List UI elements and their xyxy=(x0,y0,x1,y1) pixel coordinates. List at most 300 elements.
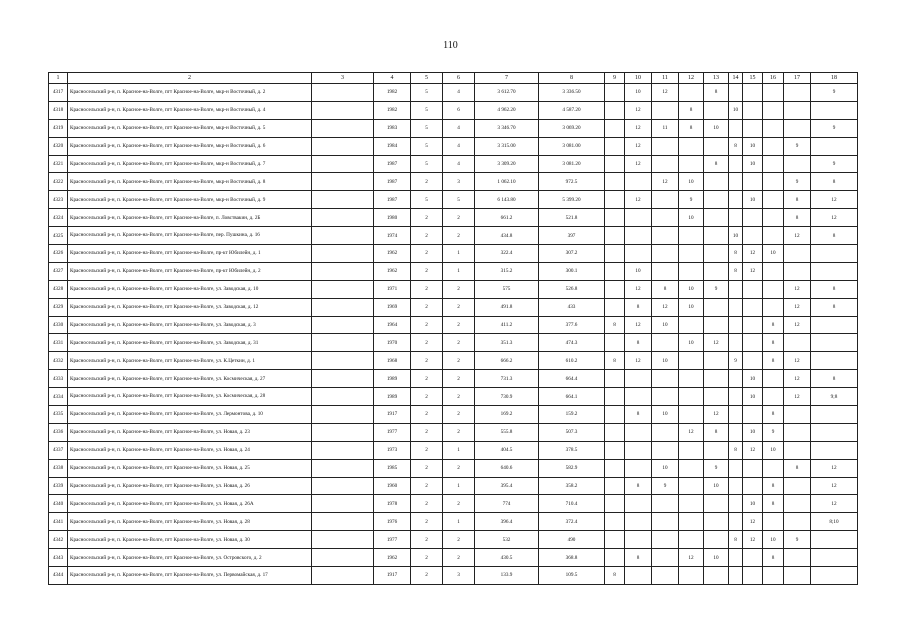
table-cell: 610.2 xyxy=(539,352,605,370)
table-cell xyxy=(652,513,679,531)
table-cell: 8 xyxy=(784,191,811,209)
table-cell xyxy=(625,209,652,227)
table-cell xyxy=(605,280,625,298)
table-cell xyxy=(652,495,679,513)
table-cell xyxy=(763,191,784,209)
table-cell: 9 xyxy=(729,352,743,370)
table-row xyxy=(49,477,858,495)
table-cell: 3 081.00 xyxy=(539,137,605,155)
header-cell: 5 xyxy=(411,73,443,84)
address-cell: Красносельский р-н, п. Красное-на-Волге, пгт Красное-на-Волге, ул. Заводская, д. 12 xyxy=(68,298,312,316)
table-cell xyxy=(784,423,811,441)
table-cell xyxy=(679,137,704,155)
table-cell: 8 xyxy=(729,245,743,263)
table-cell: 526.8 xyxy=(539,280,605,298)
address-cell: Красносельский р-н, п. Красное-на-Волге, пгт Красное-на-Волге, п. Ловствакин, д. 2Б xyxy=(68,209,312,227)
table-cell xyxy=(729,495,743,513)
table-cell: 10 xyxy=(704,549,729,567)
table-cell: 10 xyxy=(763,531,784,549)
table-cell: 5 xyxy=(411,137,443,155)
table-cell: 12 xyxy=(743,262,763,280)
table-cell xyxy=(784,119,811,137)
table-cell xyxy=(743,406,763,424)
table-cell: 10 xyxy=(743,137,763,155)
table-cell: 6 xyxy=(443,101,475,119)
table-cell xyxy=(679,352,704,370)
table-cell xyxy=(605,245,625,263)
page-number: 110 xyxy=(443,40,458,51)
table-cell xyxy=(784,477,811,495)
table-cell xyxy=(811,549,858,567)
table-cell: 8 xyxy=(704,423,729,441)
row-number-cell: 4320 xyxy=(49,137,68,155)
table-cell xyxy=(763,137,784,155)
table-cell xyxy=(743,567,763,585)
table-cell: 1989 xyxy=(374,370,411,388)
table-cell: 133.9 xyxy=(475,567,539,585)
row-number-cell: 4341 xyxy=(49,513,68,531)
header-cell: 13 xyxy=(704,73,729,84)
address-cell: Красносельский р-н, п. Красное-на-Волге, пгт Красное-на-Волге, ул. Первомайская, д. 17 xyxy=(68,567,312,585)
table-cell: 12 xyxy=(625,191,652,209)
table-cell xyxy=(704,209,729,227)
table-cell: 3 069.20 xyxy=(539,119,605,137)
table-cell xyxy=(312,477,374,495)
table-cell: 358.2 xyxy=(539,477,605,495)
table-cell xyxy=(704,567,729,585)
table-cell xyxy=(763,262,784,280)
table-cell: 1974 xyxy=(374,227,411,245)
table-cell xyxy=(679,459,704,477)
table-cell: 1982 xyxy=(374,101,411,119)
table-cell xyxy=(312,119,374,137)
table-cell: 1973 xyxy=(374,441,411,459)
table-cell: 774 xyxy=(475,495,539,513)
table-cell: 1980 xyxy=(374,209,411,227)
table-cell xyxy=(312,441,374,459)
table-cell xyxy=(625,423,652,441)
table-cell xyxy=(729,209,743,227)
table-cell: 2 xyxy=(411,495,443,513)
table-cell: 8 xyxy=(704,84,729,102)
table-cell: 490 xyxy=(539,531,605,549)
table-cell xyxy=(743,477,763,495)
table-cell: 5 xyxy=(443,191,475,209)
table-cell xyxy=(729,388,743,406)
table-cell: 1917 xyxy=(374,567,411,585)
table-cell xyxy=(743,352,763,370)
table-cell: 396.4 xyxy=(475,513,539,531)
table-cell xyxy=(605,262,625,280)
table-cell: 1977 xyxy=(374,531,411,549)
table-cell: 3 336.50 xyxy=(539,84,605,102)
table-cell: 491.8 xyxy=(475,298,539,316)
table-cell: 8 xyxy=(811,280,858,298)
table-cell xyxy=(704,388,729,406)
table-cell: 1982 xyxy=(374,84,411,102)
row-number-cell: 4337 xyxy=(49,441,68,459)
table-cell: 10 xyxy=(763,245,784,263)
row-number-cell: 4319 xyxy=(49,119,68,137)
table-cell xyxy=(763,298,784,316)
address-cell: Красносельский р-н, п. Красное-на-Волге, пгт Красное-на-Волге, ул. Новая, д. 24 xyxy=(68,441,312,459)
table-cell: 433 xyxy=(539,298,605,316)
table-cell xyxy=(312,245,374,263)
table-cell: 9 xyxy=(704,459,729,477)
table-row xyxy=(49,441,858,459)
table-row xyxy=(49,173,858,191)
table-cell xyxy=(679,513,704,531)
table-cell xyxy=(312,513,374,531)
table-cell: 2 xyxy=(411,262,443,280)
table-cell xyxy=(704,173,729,191)
data-sheet xyxy=(48,72,858,585)
table-cell: 2 xyxy=(411,280,443,298)
table-cell: 8 xyxy=(763,549,784,567)
table-cell: 8 xyxy=(763,477,784,495)
table-cell xyxy=(784,513,811,531)
table-cell: 10 xyxy=(704,477,729,495)
table-cell xyxy=(625,513,652,531)
table-cell: 12 xyxy=(652,84,679,102)
table-cell xyxy=(729,334,743,352)
row-number-cell: 4335 xyxy=(49,406,68,424)
table-cell: 2 xyxy=(411,406,443,424)
table-cell: 12 xyxy=(784,227,811,245)
table-cell xyxy=(763,119,784,137)
table-cell: 8 xyxy=(729,137,743,155)
table-cell xyxy=(811,531,858,549)
address-cell: Красносельский р-н, п. Красное-на-Волге, пгт Красное-на-Волге, мкр-н Восточный, д. 8 xyxy=(68,173,312,191)
table-cell xyxy=(743,280,763,298)
table-cell: 8 xyxy=(763,334,784,352)
address-cell: Красносельский р-н, п. Красное-на-Волге, пгт Красное-на-Волге, ул. Новая, д. 28 xyxy=(68,513,312,531)
table-cell: 972.5 xyxy=(539,173,605,191)
table-cell: 507.3 xyxy=(539,423,605,441)
table-cell xyxy=(784,101,811,119)
table-cell: 12 xyxy=(743,245,763,263)
table-cell: 1984 xyxy=(374,137,411,155)
table-cell: 2 xyxy=(411,298,443,316)
table-cell xyxy=(704,513,729,531)
header-cell: 15 xyxy=(743,73,763,84)
table-cell: 1960 xyxy=(374,477,411,495)
row-number-cell: 4342 xyxy=(49,531,68,549)
table-cell: 2 xyxy=(443,423,475,441)
table-cell xyxy=(312,549,374,567)
table-cell: 8 xyxy=(763,316,784,334)
table-cell: 169.2 xyxy=(475,406,539,424)
table-cell: 12 xyxy=(625,352,652,370)
table-cell xyxy=(729,513,743,531)
table-cell xyxy=(704,316,729,334)
table-cell: 8 xyxy=(784,209,811,227)
table-cell xyxy=(763,227,784,245)
table-cell xyxy=(784,549,811,567)
table-cell xyxy=(729,423,743,441)
table-cell: 9 xyxy=(704,280,729,298)
table-cell xyxy=(679,262,704,280)
row-number-cell: 4317 xyxy=(49,84,68,102)
table-cell xyxy=(784,495,811,513)
table-cell: 300.1 xyxy=(539,262,605,280)
address-cell: Красносельский р-н, п. Красное-на-Волге, пгт Красное-на-Волге, мкр-н Восточный, д. 9 xyxy=(68,191,312,209)
row-number-cell: 4340 xyxy=(49,495,68,513)
table-cell xyxy=(679,84,704,102)
table-cell: 1964 xyxy=(374,316,411,334)
row-number-cell: 4327 xyxy=(49,262,68,280)
table-cell: 12 xyxy=(625,101,652,119)
table-row xyxy=(49,406,858,424)
table-cell: 4 xyxy=(443,84,475,102)
table-cell xyxy=(729,567,743,585)
table-cell: 10 xyxy=(743,370,763,388)
table-cell: 10 xyxy=(763,441,784,459)
table-cell: 3 xyxy=(443,567,475,585)
table-cell xyxy=(652,370,679,388)
table-cell: 2 xyxy=(443,227,475,245)
table-cell: 12 xyxy=(811,209,858,227)
table-row xyxy=(49,495,858,513)
table-cell xyxy=(679,406,704,424)
table-cell xyxy=(312,84,374,102)
table-cell xyxy=(625,459,652,477)
table-cell: 8 xyxy=(625,298,652,316)
table-cell xyxy=(605,101,625,119)
table-cell xyxy=(312,101,374,119)
table-cell: 8 xyxy=(811,298,858,316)
table-cell: 9 xyxy=(811,84,858,102)
table-row xyxy=(49,119,858,137)
table-cell: 8 xyxy=(763,406,784,424)
table-cell xyxy=(743,334,763,352)
table-cell: 3 xyxy=(443,173,475,191)
table-cell xyxy=(312,567,374,585)
table-cell xyxy=(784,406,811,424)
table-cell xyxy=(652,209,679,227)
table-cell: 1977 xyxy=(374,423,411,441)
table-cell: 10 xyxy=(743,495,763,513)
header-cell: 6 xyxy=(443,73,475,84)
housing-table xyxy=(48,72,858,585)
table-cell: 2 xyxy=(411,370,443,388)
table-row xyxy=(49,370,858,388)
table-row xyxy=(49,531,858,549)
table-cell: 731.3 xyxy=(475,370,539,388)
row-number-cell: 4328 xyxy=(49,280,68,298)
table-cell xyxy=(743,316,763,334)
table-cell: 582.9 xyxy=(539,459,605,477)
table-cell: 5 xyxy=(411,191,443,209)
table-cell: 6 143.80 xyxy=(475,191,539,209)
table-cell: 10 xyxy=(743,191,763,209)
row-number-cell: 4330 xyxy=(49,316,68,334)
header-cell: 10 xyxy=(625,73,652,84)
table-cell: 9;8 xyxy=(811,388,858,406)
table-cell: 2 xyxy=(411,477,443,495)
table-cell xyxy=(743,298,763,316)
table-cell xyxy=(652,227,679,245)
table-cell: 10 xyxy=(679,298,704,316)
row-number-cell: 4323 xyxy=(49,191,68,209)
table-cell xyxy=(679,441,704,459)
address-cell: Красносельский р-н, п. Красное-на-Волге, пгт Красное-на-Волге, ул. Новая, д. 26А xyxy=(68,495,312,513)
table-row xyxy=(49,352,858,370)
table-cell xyxy=(312,531,374,549)
table-cell xyxy=(605,334,625,352)
table-cell xyxy=(763,155,784,173)
table-cell xyxy=(704,352,729,370)
table-cell xyxy=(312,388,374,406)
table-cell xyxy=(625,227,652,245)
table-cell xyxy=(729,155,743,173)
table-cell: 5 xyxy=(411,101,443,119)
table-cell: 2 xyxy=(411,173,443,191)
address-cell: Красносельский р-н, п. Красное-на-Волге, пгт Красное-на-Волге, ул. Новая, д. 25 xyxy=(68,459,312,477)
table-cell xyxy=(729,173,743,191)
table-cell xyxy=(312,298,374,316)
table-cell: 8 xyxy=(729,441,743,459)
row-number-cell: 4331 xyxy=(49,334,68,352)
row-number-cell: 4324 xyxy=(49,209,68,227)
row-number-cell: 4333 xyxy=(49,370,68,388)
table-cell: 9 xyxy=(679,191,704,209)
table-cell: 664.4 xyxy=(539,370,605,388)
table-cell xyxy=(704,531,729,549)
table-cell: 8 xyxy=(811,370,858,388)
table-cell: 10 xyxy=(729,227,743,245)
table-cell xyxy=(704,262,729,280)
table-cell: 12 xyxy=(784,298,811,316)
table-cell xyxy=(679,227,704,245)
table-cell: 1978 xyxy=(374,495,411,513)
table-cell xyxy=(811,567,858,585)
header-cell: 12 xyxy=(679,73,704,84)
table-cell xyxy=(729,191,743,209)
table-row xyxy=(49,155,858,173)
table-cell xyxy=(312,280,374,298)
table-cell: 8 xyxy=(625,477,652,495)
table-cell xyxy=(811,441,858,459)
table-cell: 1989 xyxy=(374,388,411,406)
table-cell: 640.6 xyxy=(475,459,539,477)
table-cell: 12 xyxy=(811,191,858,209)
address-cell: Красносельский р-н, п. Красное-на-Волге, пгт Красное-на-Волге, мкр-н Восточный, д. 5 xyxy=(68,119,312,137)
table-cell xyxy=(729,298,743,316)
table-cell xyxy=(811,101,858,119)
table-cell: 404.5 xyxy=(475,441,539,459)
table-cell xyxy=(652,191,679,209)
table-cell: 12 xyxy=(784,280,811,298)
table-cell xyxy=(811,262,858,280)
table-cell: 5 xyxy=(411,119,443,137)
table-cell: 10 xyxy=(743,155,763,173)
row-number-cell: 4332 xyxy=(49,352,68,370)
table-cell xyxy=(625,370,652,388)
address-cell: Красносельский р-н, п. Красное-на-Волге, пгт Красное-на-Волге, ул. К.Цеткин, д. 1 xyxy=(68,352,312,370)
table-cell: 2 xyxy=(443,388,475,406)
table-cell: 8 xyxy=(784,459,811,477)
address-cell: Красносельский р-н, п. Красное-на-Волге, пгт Красное-на-Волге, мкр-н Восточный, д. 6 xyxy=(68,137,312,155)
table-cell xyxy=(811,406,858,424)
table-cell: 5 399.20 xyxy=(539,191,605,209)
header-cell: 11 xyxy=(652,73,679,84)
table-cell: 5 xyxy=(411,84,443,102)
header-cell: 9 xyxy=(605,73,625,84)
table-cell xyxy=(729,459,743,477)
table-cell: 9 xyxy=(784,531,811,549)
table-cell: 2 xyxy=(411,567,443,585)
table-cell xyxy=(652,245,679,263)
table-cell xyxy=(312,352,374,370)
table-cell: 2 xyxy=(443,370,475,388)
table-cell xyxy=(652,423,679,441)
table-cell xyxy=(763,101,784,119)
table-cell: 2 xyxy=(411,531,443,549)
table-cell: 1969 xyxy=(374,298,411,316)
table-cell xyxy=(605,298,625,316)
table-cell: 12 xyxy=(625,155,652,173)
table-cell xyxy=(763,209,784,227)
table-cell xyxy=(312,155,374,173)
table-cell: 532 xyxy=(475,531,539,549)
table-cell: 2 xyxy=(411,513,443,531)
table-cell: 3 309.20 xyxy=(475,155,539,173)
table-cell: 2 xyxy=(443,531,475,549)
table-cell xyxy=(679,477,704,495)
table-cell: 8 xyxy=(605,567,625,585)
table-cell xyxy=(743,173,763,191)
table-cell xyxy=(605,513,625,531)
table-cell xyxy=(312,495,374,513)
address-cell: Красносельский р-н, п. Красное-на-Волге, пгт Красное-на-Волге, ул. Космическая, д. 27 xyxy=(68,370,312,388)
table-cell: 1 xyxy=(443,477,475,495)
table-cell: 10 xyxy=(625,84,652,102)
table-cell: 397 xyxy=(539,227,605,245)
table-cell xyxy=(784,262,811,280)
table-cell xyxy=(625,245,652,263)
table-row xyxy=(49,137,858,155)
table-cell xyxy=(763,459,784,477)
table-cell xyxy=(679,495,704,513)
table-cell: 9 xyxy=(784,173,811,191)
table-cell xyxy=(704,101,729,119)
table-cell xyxy=(652,531,679,549)
table-cell: 10 xyxy=(679,173,704,191)
table-cell: 3 315.00 xyxy=(475,137,539,155)
table-row xyxy=(49,549,858,567)
address-cell: Красносельский р-н, п. Красное-на-Волге, пгт Красное-на-Волге, ул. Островского, д. 2 xyxy=(68,549,312,567)
table-cell xyxy=(679,316,704,334)
table-cell xyxy=(704,137,729,155)
table-cell: 1987 xyxy=(374,173,411,191)
table-cell xyxy=(811,137,858,155)
table-cell: 1 xyxy=(443,245,475,263)
table-row xyxy=(49,567,858,585)
table-cell: 315.2 xyxy=(475,262,539,280)
table-cell: 3 612.70 xyxy=(475,84,539,102)
table-cell xyxy=(743,84,763,102)
table-cell: 3 346.70 xyxy=(475,119,539,137)
table-cell xyxy=(729,406,743,424)
row-number-cell: 4318 xyxy=(49,101,68,119)
table-cell xyxy=(763,513,784,531)
table-cell: 2 xyxy=(443,280,475,298)
table-row xyxy=(49,227,858,245)
table-cell xyxy=(312,334,374,352)
table-cell: 521.8 xyxy=(539,209,605,227)
table-cell: 9 xyxy=(763,423,784,441)
